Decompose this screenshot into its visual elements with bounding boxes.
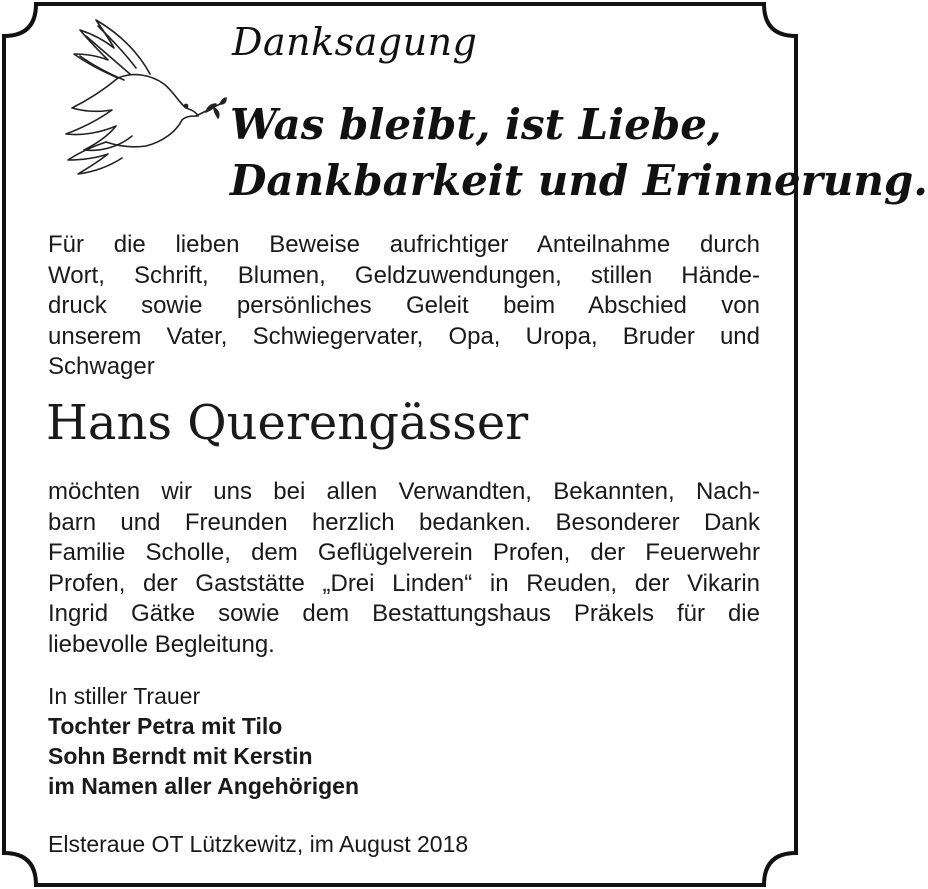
intro-line: unserem Vater, Schwiegervater, Opa, Uropa, Bruder und [48, 322, 760, 350]
thanks-line: möchten wir uns bei allen Verwandten, Bekannten, Nach- [48, 478, 760, 505]
intro-paragraph [48, 230, 760, 383]
thanks-line: Profen, der Gaststätte „Drei Linden“ in Reuden, der Vikarin [48, 569, 760, 597]
motto-line-2: Dankbarkeit und Erinnerung. [230, 156, 928, 205]
notice-title: Danksagung [232, 20, 478, 64]
thanks-line: barn und Freunden herzlich bedanken. Besonderer Dank [48, 508, 760, 536]
mourner-line: Sohn Berndt mit Kerstin [48, 743, 313, 769]
place-and-date: Elsteraue OT Lützkewitz, im August 2018 [48, 831, 469, 857]
closing-intro: In stiller Trauer [48, 683, 201, 709]
closing-block [48, 681, 359, 801]
intro-line: Schwager [48, 353, 155, 380]
intro-line: druck sowie persönliches Geleit beim Abschied von [48, 292, 760, 319]
thanks-line: Ingrid Gätke sowie dem Bestattungshaus Präkels für die [48, 600, 760, 627]
deceased-name: Hans Querengässer [46, 395, 529, 451]
intro-line: Für die lieben Beweise aufrichtiger Anteilnahme durch [48, 231, 760, 258]
dove-icon [58, 12, 228, 182]
mourner-line: Tochter Petra mit Tilo [48, 713, 283, 739]
intro-line: Wort, Schrift, Blumen, Geldzuwendungen, stillen Hände- [48, 261, 760, 289]
motto-line-1: Was bleibt, ist Liebe, [230, 100, 722, 149]
thanks-line: liebevolle Begleitung. [48, 630, 275, 658]
thanks-paragraph [48, 477, 760, 660]
mourner-line: im Namen aller Angehörigen [48, 773, 359, 799]
thanks-line: Familie Scholle, dem Geflügelverein Profen, der Feuerwehr [48, 539, 760, 566]
